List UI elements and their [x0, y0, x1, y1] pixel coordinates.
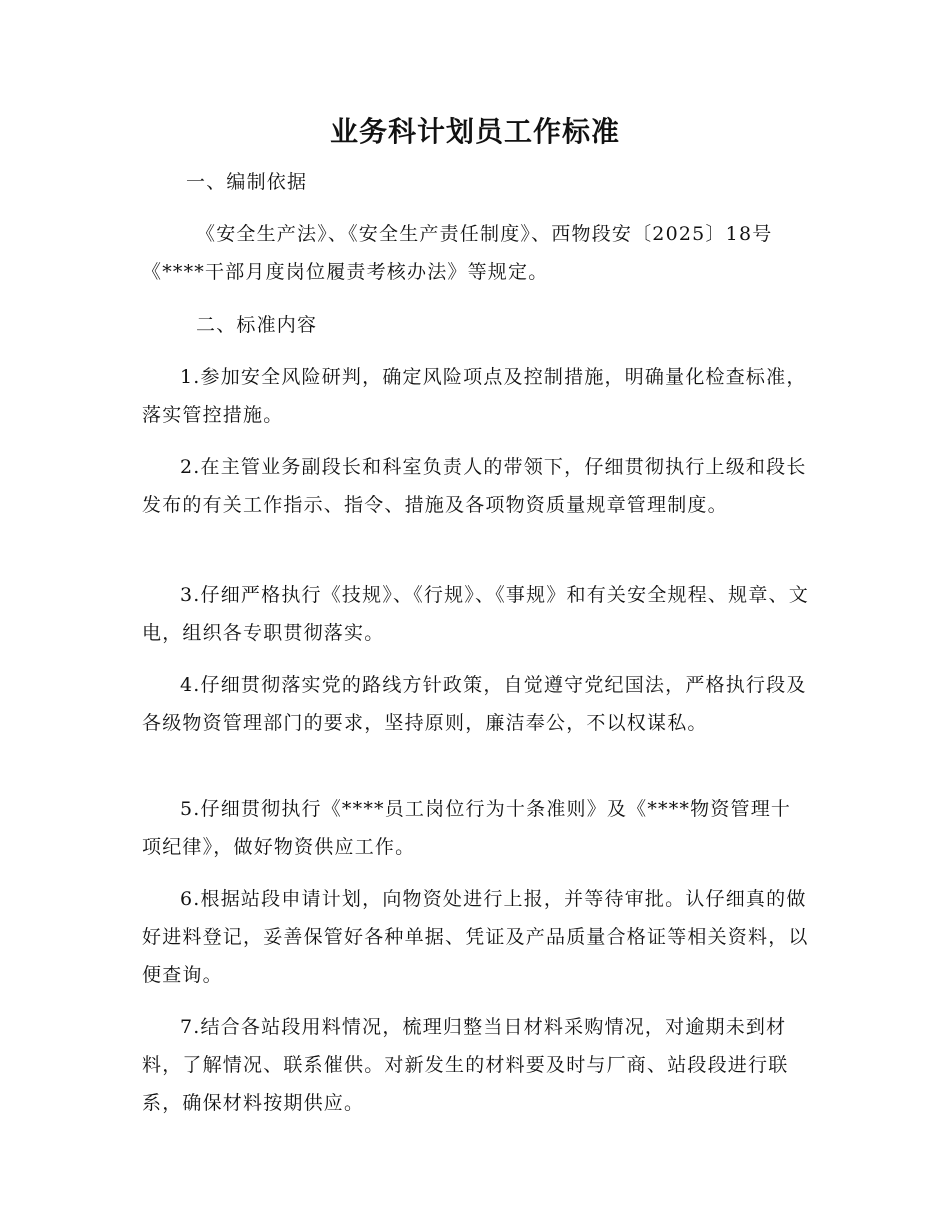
list-item-5: 5.仔细贯彻执行《****员工岗位行为十条准则》及《****物资管理十项纪律》，做好物资供应工作。	[142, 798, 792, 858]
section-body-basis: 《安全生产法》、《安全生产责任制度》、西物段安〔2025〕18号《****干部月度岗位履责考核办法》等规定。	[142, 223, 773, 283]
document-title: 业务科计划员工作标准	[329, 115, 620, 148]
list-item-1: 1.参加安全风险研判，确定风险项点及控制措施，明确量化检查标准，落实管控措施。	[142, 366, 807, 426]
list-item-7: 7.结合各站段用料情况，梳理归整当日材料采购情况，对逾期未到材料，了解情况、联系催供。对新发生的材料要及时与厂商、站段段进行联系，确保材料按期供应。	[142, 1016, 789, 1114]
list-item-2: 2.在主管业务副段长和科室负责人的带领下，仔细贯彻执行上级和段长发布的有关工作指示、指令、措施及各项物资质量规章管理制度。	[142, 456, 807, 516]
list-item-3: 3.仔细严格执行《技规》、《行规》、《事规》和有关安全规程、规章、文电，组织各专职贯彻落实。	[142, 584, 809, 644]
list-item-4: 4.仔细贯彻落实党的路线方针政策，自觉遵守党纪国法，严格执行段及各级物资管理部门的要求，坚持原则，廉洁奉公，不以权谋私。	[142, 674, 807, 734]
section-heading-content: 二、标准内容	[196, 314, 318, 336]
section-heading-basis: 一、编制依据	[186, 171, 308, 193]
list-item-6: 6.根据站段申请计划，向物资处进行上报，并等待审批。认仔细真的做好进料登记，妥善保管好各种单据、凭证及产品质量合格证等相关资料，以便查询。	[142, 888, 809, 986]
